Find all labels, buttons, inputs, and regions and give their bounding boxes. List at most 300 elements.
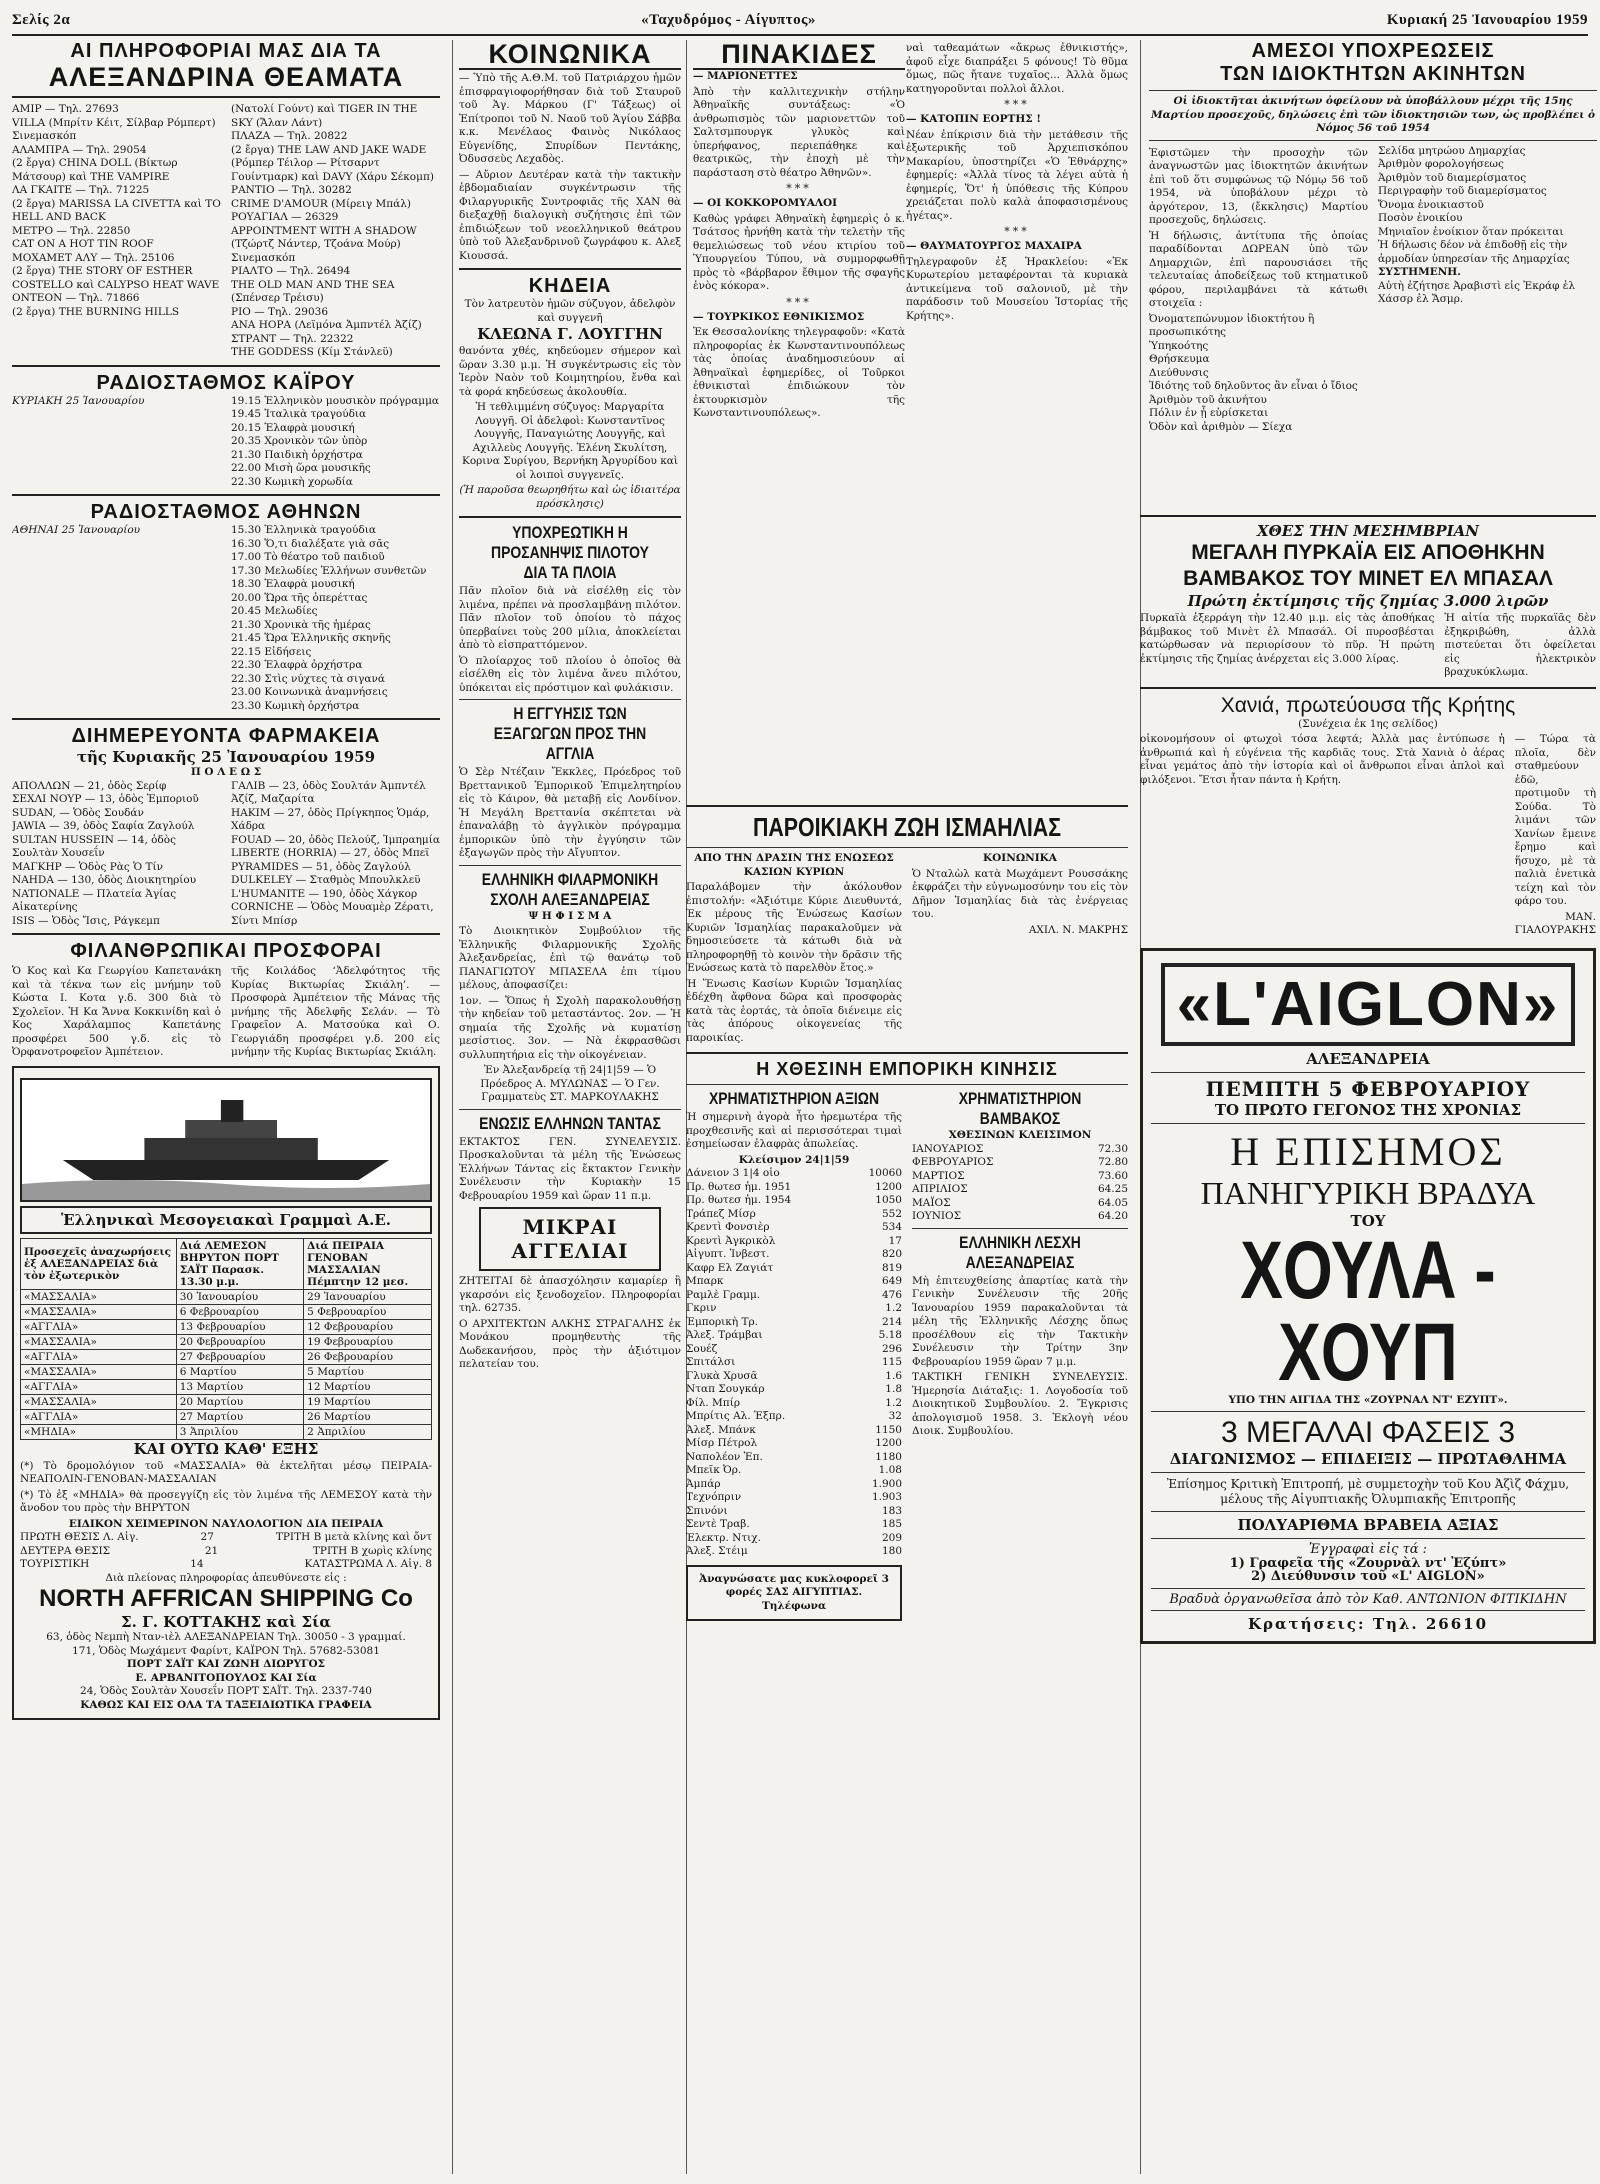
- stock-quote-label: Τράπεζ Μίσρ: [686, 1207, 756, 1220]
- schedule-cell: «ΜΑΣΣΑΛΙΑ»: [21, 1394, 177, 1409]
- radio-cairo-title: ΡΑΔΙΟΣΤΑΘΜΟΣ ΚΑΪΡΟΥ: [96, 371, 356, 394]
- schedule-cell: 19 Φεβρουαρίου: [304, 1334, 432, 1349]
- stock-quotes: [686, 1167, 902, 1559]
- ship-icon: [22, 1080, 430, 1200]
- schedule-row: [21, 1379, 432, 1394]
- ad-tou: ΤΟΥ: [1350, 1211, 1386, 1230]
- stock-quote: [686, 1505, 902, 1519]
- fare-cell: ΤΡΙΤΗ Β μετὰ κλίνης καὶ ὄντ: [275, 1531, 432, 1544]
- stock-quote: [686, 1410, 902, 1424]
- cinema-listings: [12, 103, 440, 360]
- schedule-cell: 5 Φεβρουαρίου: [304, 1304, 432, 1319]
- schedule-cell: 26 Φεβρουαρίου: [304, 1349, 432, 1364]
- stock-quote-value: 180: [881, 1545, 902, 1557]
- stock-quote-value: 1.8: [885, 1383, 902, 1395]
- cinema-entry: ΡΙΟ — Τηλ. 29036: [231, 305, 329, 318]
- chania-headline: Χανιά, πρωτεύουσα τῆς Κρήτης: [1220, 693, 1516, 717]
- shipping-ad: [12, 1066, 440, 1721]
- stock-quote-label: Μίσρ Πέτρολ: [686, 1437, 758, 1449]
- note-1-title: — ΜΑΡΙΟΝΕΤΤΕΣ: [693, 70, 798, 83]
- tax-footer-2: Αὐτὴ ἐζήτησε Ἀραβιστὶ εἰς Ἐκράφ ἐλ Χάσσρ ἐλ Ἄσμρ.: [1378, 279, 1576, 305]
- pilot-headline: ΥΠΟΧΡΕΩΤΙΚΗ Η ΠΡΟΣΑΝΗΨΙΣ ΠΙΛΟΤΟΥ ΔΙΑ ΤΑ ΠΛΟΙΑ: [491, 523, 649, 583]
- note-4-text: Νέαν ἐπίκρισιν διὰ τὴν μετάθεσιν τῆς ἐξωτερικῆς τοῦ Ἀρχιεπισκόπου Μακαρίου, ὑποστηρίζει «Ὁ Ἐθνάρχης» ἐφημερίς: «Ἀλλὰ τίνος τὰ λέγει αὐτὰ ἡ ἐφημερίς, Ὅτ' ἡ ὑπόθεσις τῆς Κύπρου χρειάζεται πολὺ καλὰ ἀποφασισμένους ἡγέτας».: [906, 128, 1128, 222]
- ad-hula-hoop: ΧΟΥΛΑ - ΧΟΥΠ: [1240, 1224, 1496, 1398]
- pharmacy-entry: NATIONALE — Πλατεία Ἀγίας Αἰκατερίνης: [12, 887, 177, 914]
- cinema-entry: VILLA (Μπρίτν Κέιτ, Σίλβαρ Ρόμπερτ) Σινεμασκόπ: [12, 116, 216, 143]
- radio-program: 22.30 Ἐλαφρὰ ὀρχήστρα: [231, 659, 363, 672]
- note-2-text: Καθὼς γράφει Ἀθηναϊκὴ ἐφημερὶς ὁ κ. Τσάτσος ἠρνήθη κατὰ τὴν τελετὴν τῆς θεμελιώσεως τοῦ νέου κτιρίου τοῦ Ὑπουργείου Τύπου, νὰ συμμορφωθῇ πρὸς τὸ «βάρβαρον ἔθιμον τῆς σφαγῆς ἑνὸς κόκορα».: [693, 212, 905, 293]
- column-entertainment: [12, 40, 440, 2174]
- radio-program: 20.35 Χρονικὸν τῶν ὑπὸρ: [231, 435, 368, 448]
- note-2-title: — ΟΙ ΚΟΚΚΟΡΟΜΥΑΛΟΙ: [693, 197, 838, 210]
- tax-field-item: Ὑπηκοότης: [1149, 339, 1209, 352]
- schedule-cell: 3 Ἀπριλίου: [176, 1424, 303, 1439]
- radio-program: 21.45 Ὥρα Ἑλληνικῆς σκηνῆς: [231, 632, 391, 645]
- pharmacy-entry: JAWIA — 39, ὁδὸς Σαφία Ζαγλούλ: [12, 820, 195, 833]
- pharmacy-list-left: [12, 780, 221, 929]
- tax-field-item: Περιγραφὴν τοῦ διαμερίσματος: [1378, 185, 1547, 197]
- stock-quote: [686, 1356, 902, 1370]
- ad-registration-2: 2) Διεύθυνσιν τοῦ «L' AIGLON»: [1251, 1569, 1485, 1584]
- masthead: [12, 6, 1588, 36]
- radio-program: 22.30 Κωμικὴ χορωδία: [231, 475, 353, 488]
- agents-address-5: 24, Ὁδὸς Σουλτὰν Χουσεΐν ΠΟΡΤ ΣΑΪΤ. Τηλ. 2337-740: [80, 1685, 372, 1698]
- tax-field-item: Ποσὸν ἐνοικίου: [1378, 212, 1463, 224]
- fare-cell: ΚΑΤΑΣΤΡΩΜΑ Λ. Αἰγ. 8: [304, 1558, 432, 1571]
- pharmacy-entry: DULKELEY — Σταθμὸς Μπουλκλεϋ: [231, 874, 421, 887]
- schedule-row: [21, 1424, 432, 1439]
- social-item-1: — Ὑπὸ τῆς Α.Θ.Μ. τοῦ Πατριάρχου ἡμῶν ἐπισφραγιοφορήθησαν διὰ τοῦ Σταυροῦ τοῦ Ἁγ. Μάρκου (Γ' Τάξεως) οἱ Ἐπίτροποι τοῦ Ν. Ναοῦ τοῦ Ἁγίου Σάββα κ.κ. Μενέλαος Φαινὸς Νικόλαος Εὐγενίδης, Σπυρίδων Πεντάκης, Ὀδυσσεὺς Λεχαδὸς.: [459, 72, 681, 166]
- schedule-cell: 2 Ἀπριλίου: [304, 1424, 432, 1439]
- stock-quote-label: Ἀλεξ. Τράμβαι: [686, 1329, 763, 1341]
- column-notes-continued: ναὶ ταθεαμάτων «ἄκρως ἐθνικιστής», ἀφοῦ εἶχε διαπράξει 5 φόνους! Τὸ θῦμα ὅμως, πῶς ἤτανε τυχαῖος... Ἀλλὰ ὅμως κατηγοροῦνται πολλοὶ ἄλλοι. *** — ΚΑΤΟΠΙΝ ΕΟΡΤΗΣ ! Νέαν ἐπίκρισιν διὰ τὴν μετάθεσιν τῆς ἐξωτερικῆς τοῦ Ἀρχιεπισκόπου Μακαρίου, ὑποστηρίζει «Ὁ Ἐθνάρχης» ἐφημερίς: «Ἀλλὰ τίνος τὰ λέγει αὐτὰ ἡ ἐφημερίς, Ὅτ' ἡ ὑπόθεσις τῆς Κύπρου χρειάζεται πολὺ καλὰ ἀποφασισμένους ἡγέτας». *** — ΘΑΥΜΑΤΟΥΡΓΟΣ ΜΑΧΑΙΡΑ Τηλεγραφοῦν ἐξ Ἡρακλείου: «Ἐκ Κυρωτερίου μεταφέρονται τὰ κυριακὰ ἀντικείμενα τοῦ σαλονιοῦ, μὲ τὴν παράδοσιν τοῦ Μουσείου Ἱστορίας τῆς Κρήτης».: [906, 42, 1128, 322]
- cotton-quote-label: ΙΟΥΝΙΟΣ: [912, 1210, 962, 1222]
- schedule-cell: 13 Φεβρουαρίου: [176, 1319, 303, 1334]
- fare-cell: 27: [200, 1531, 214, 1544]
- radio-program: 20.15 Ἐλαφρὰ μουσική: [231, 421, 355, 434]
- stock-quote: [686, 1248, 902, 1262]
- tax-title-line1: ΑΜΕΣΟΙ ΥΠΟΧΡΕΩΣΕΙΣ: [1251, 40, 1495, 62]
- stock-quote-value: 1.2: [885, 1302, 902, 1314]
- column-social: [452, 40, 681, 2174]
- stock-quote-value: 17: [888, 1234, 902, 1247]
- stock-quote: [686, 1518, 902, 1532]
- radio-program: 19.45 Ἰταλικὰ τραγούδια: [231, 408, 367, 421]
- cinema-entry: (2 ἔργα) CHINA DOLL (Βίκτωρ Μάτσουρ) καὶ THE VAMPIRE: [12, 157, 178, 183]
- cotton-quote-value: 72.30: [1097, 1142, 1128, 1155]
- stock-quote-value: 476: [881, 1288, 902, 1301]
- stock-quote-label: Ἑλεκτρ. Ντιχ.: [686, 1531, 761, 1544]
- pharmacy-entry: SULTAN HUSSEIN — 14, ὁδὸς Σουλτὰν Χουσεΐν: [12, 833, 176, 860]
- ad-heading-2: ΠΑΝΗΓΥΡΙΚΗ ΒΡΑΔΥΑ: [1200, 1174, 1536, 1211]
- stock-quote-value: 183: [881, 1504, 902, 1517]
- tax-field-item: Ἀριθμὸν τοῦ ἀκινήτου: [1149, 393, 1267, 406]
- stock-quote: [686, 1275, 902, 1289]
- schedule-cell: «ΜΑΣΣΑΛΙΑ»: [21, 1304, 177, 1319]
- stock-quote: [686, 1316, 902, 1330]
- radio-program: 17.00 Τὸ θέατρο τοῦ παιδιοῦ: [231, 551, 385, 564]
- stock-quote-value: 534: [881, 1221, 902, 1233]
- pharmacy-entry: ΜΑΓΚΗΡ — Ὁδὸς Ρὰς Ὁ Τίν: [12, 860, 163, 873]
- note-3-text: Ἐκ Θεσσαλονίκης τηλεγραφοῦν: «Κατὰ πληροφορίας ἐκ Κωνσταντινουπόλεως τὰς ὁποίας ἀναδημοσιεύουν αἱ Ἀθηναϊκαὶ ἐφημερίδες, οἱ Τοῦρκοι ἐθνικισταὶ ἐπιδιώκουν τὸν ἐκτουρκισμὸν τῆς Κωνσταντινουπόλεως».: [693, 326, 905, 420]
- cotton-quote: [912, 1210, 1128, 1224]
- agents-address-3: ΠΟΡΤ ΣΑΪΤ ΚΑΙ ΖΩΝΗ ΔΙΩΡΥΓΟΣ: [126, 1658, 326, 1671]
- radio-program: 19.15 Ἑλληνικὸν μουσικὸν πρόγραμμα: [231, 394, 440, 407]
- stock-quote-value: 649: [881, 1275, 902, 1287]
- cotton-quote: [912, 1183, 1128, 1197]
- stock-quote-value: 5.18: [878, 1329, 902, 1341]
- tax-field-item: Ὄνομα ἐνοικιαστοῦ: [1378, 198, 1484, 211]
- schedule-cell: 13 Μαρτίου: [176, 1379, 303, 1394]
- ad-jury: Ἐπίσημος Κριτικὴ Ἐπιτροπή, μὲ συμμετοχὴν τοῦ Κου Ἀζὶζ Φάχμυ, μέλους τῆς Αἰγυπτιακῆς Ὀλυμπιακῆς Ἐπιτροπῆς: [1166, 1477, 1570, 1506]
- ad-phases-list: ΔΙΑΓΩΝΙΣΜΟΣ — ΕΠΙΔΕΙΞΙΣ — ΠΡΩΤΑΘΛΗΜΑ: [1169, 1450, 1567, 1468]
- stock-quote: [686, 1437, 902, 1451]
- tax-field-item: Σελίδα μητρώου Δημαρχίας: [1378, 144, 1526, 157]
- stock-quote-label: Κρεντὶ Ἀγκρικὸλ: [686, 1234, 776, 1247]
- cinema-entry: ΣΤΡΑΝΤ — Τηλ. 22322: [231, 332, 354, 345]
- stock-quote-value: 1200: [875, 1437, 902, 1449]
- fire-subheadline: Πρώτη ἐκτίμησις τῆς ζημίας 3.000 λιρῶν: [1187, 592, 1549, 610]
- tanta-headline: ΕΝΩΣΙΣ ΕΛΛΗΝΩΝ ΤΑΝΤΑΣ: [479, 1113, 661, 1133]
- stock-quote-label: Μπεῖκ Ὀρ.: [686, 1464, 742, 1476]
- cinema-entry: (2 ἔργα) THE STORY OF ESTHER COSTELLO καὶ CALYPSO HEAT WAVE: [12, 265, 220, 291]
- pilot-text-1: Πᾶν πλοῖον διὰ νὰ εἰσέλθῃ εἰς τὸν λιμένα, πρέπει νὰ προσλαμβάνῃ πιλότον. Πᾶν πλοῖον τοῦ ὁποίου τὸ πάχος ὑπερβαίνει τοὺς 200 μίλια, ἀποκλείεται ἀπὸ τὸ εἰσπραττόμενον.: [459, 585, 681, 652]
- tax-field-item: Ἀριθμὸν τοῦ διαμερίσματος: [1378, 171, 1527, 184]
- schedule-cell: 12 Φεβρουαρίου: [304, 1319, 432, 1334]
- pharmacy-entry: ISIS — Ὁδὸς Ἴσις, Ράγκεμπ: [12, 914, 160, 927]
- schedule-cell: «ΑΓΓΛΙΑ»: [21, 1379, 177, 1394]
- schedule-cell: «ΑΓΓΛΙΑ»: [21, 1319, 177, 1334]
- agents-address-2: 171, Ὁδὸς Μωχάμεντ Φαρίντ, ΚΑΪΡΟΝ Τηλ. 57682-53081: [72, 1644, 380, 1657]
- cinema-list-right: [231, 103, 440, 360]
- stock-quote-label: Ἐμπορικὴ Τρ.: [686, 1315, 758, 1328]
- stock-quote: [686, 1208, 902, 1222]
- cotton-quote: [912, 1156, 1128, 1170]
- fare-cell: 14: [190, 1558, 204, 1571]
- club-text-1: Μὴ ἐπιτευχθείσης ἀπαρτίας κατὰ τὴν Γενικὴν Συνέλευσιν τῆς 20ῆς Ἰανουαρίου 1959 παρακαλοῦνται τὰ μέλη τῆς Ἑλληνικῆς Λέσχης ὅπως προσέλθουν εἰς τὴν Τακτικὴν Συνέλευσιν τὴν Τρίτην 3ην Φεβρουαρίου 1959 ὥραν 7 μ.μ.: [912, 1274, 1128, 1368]
- stock-quote-label: Δάνειον 3 1|4 οἱο: [686, 1167, 780, 1179]
- schedule-cell: «ΜΗΔΙΑ»: [21, 1424, 177, 1439]
- donations-title: ΦΙΛΑΝΘΡΩΠΙΚΑΙ ΠΡΟΣΦΟΡΑΙ: [70, 940, 382, 963]
- stock-quote-value: 214: [881, 1315, 902, 1328]
- stock-quote-label: Σπινόνι: [686, 1504, 728, 1517]
- stock-quote-label: Πρ. θωτεσ ἡμ. 1951: [686, 1180, 792, 1193]
- fare-cell: ΤΡΙΤΗ Β χωρὶς κλίνης: [312, 1544, 432, 1557]
- stock-quote-label: Κρεντὶ Φονσιὲρ: [686, 1221, 770, 1233]
- philharmonic-headline: ΕΛΛΗΝΙΚΗ ΦΙΛΑΡΜΟΝΙΚΗ ΣΧΟΛΗ ΑΛΕΞΑΝΔΡΕΙΑΣ: [481, 869, 659, 909]
- agents-name: NORTH AFFRICAN SHIPPING Co: [39, 1585, 413, 1613]
- schedule-cell: 20 Μαρτίου: [176, 1394, 303, 1409]
- issue-date: Κυριακή 25 Ἰανουαρίου 1959: [1386, 11, 1588, 28]
- pilot-text-2: Ὁ πλοίαρχος τοῦ πλοίου ὁ ὁποῖος θὰ εἰσέλθη εἰς τὸν λιμένα ἄνευ πιλότου, ὑπόκειται εἰς πρόστιμον καὶ φυλάκισιν.: [459, 654, 681, 694]
- radio-program: 18.30 Ἐλαφρὰ μουσική: [231, 578, 355, 591]
- pharmacy-entry: ΓΑΛΙΒ — 23, ὁδὸς Σουλτάν Ἀμπντέλ Ἀζίζ, Μαζαρίτα: [231, 779, 426, 806]
- chania-continuation: (Συνέχεια ἐκ 1ης σελίδος): [1298, 717, 1438, 730]
- stock-quote-value: 209: [881, 1531, 902, 1544]
- schedule-header-cell: Προσεχεῖς ἀναχωρήσεις ἐξ ΑΛΕΞΑΝΔΡΕΙΑΣ διὰ τὸν ἐξωτερικὸν: [21, 1238, 177, 1289]
- philharmonic-text-1: Τὸ Διοικητικὸν Συμβούλιον τῆς Ἑλληνικῆς Φιλαρμονικῆς Σχολῆς Ἀλεξανδρείας, ἐπὶ τῷ θανάτῳ τοῦ ΠΑΝΑΓΙΩΤΟΥ ΜΠΑΣΕΛΑ ἐπι τίμου μέλους, ἀποφασίζει:: [459, 925, 681, 992]
- cotton-quote-value: 72.80: [1097, 1156, 1128, 1168]
- cinema-entry: (2 ἔργα) MARISSA LA CIVETTA καὶ TO HELL AND BACK: [12, 197, 221, 224]
- ad-heading-1: Η ΕΠΙΣΗΜΟΣ: [1230, 1128, 1506, 1174]
- schedule-cell: «ΜΑΣΣΑΛΙΑ»: [21, 1334, 177, 1349]
- schedule-cell: 19 Μαρτίου: [304, 1394, 432, 1409]
- pharmacy-entry: LIBERTE (HORRIA) — 27, ὁδὸς Μπεϊ: [231, 847, 430, 860]
- pharmacy-entry: PYRAMIDES — 51, ὁδὸς Ζαγλούλ: [231, 860, 411, 873]
- social-item-2: — Αὔριον Δευτέραν κατὰ τὴν τακτικὴν ἑβδομαδιαίαν συγκέντρωσιν τῆς Φιλαργυρικῆς Συντροφιᾶς τῆς ΧΑΝ θὰ διεξαχθῇ διαλογικὴ συζήτησις ἐπὶ τῶν ἐπιδιώξεων τοῦ νεοελληνικοῦ θεάτρου ὑπὸ τοῦ Ἀλεξανδρινοῦ ζωγράφου κ. Αλεξ Κιουσσά.: [459, 168, 681, 262]
- tax-title-line2: ΤΩΝ ΙΔΙΟΚΤΗΤΩΝ ΑΚΙΝΗΤΩΝ: [1220, 63, 1526, 85]
- stock-quote-label: Γλυκὰ Χρυσᾶ: [686, 1369, 758, 1382]
- stock-quote-value: 819: [881, 1261, 902, 1274]
- radio-program: 21.30 Παιδικὴ ὀρχήστρα: [231, 448, 363, 461]
- cotton-quote-value: 64.05: [1097, 1196, 1128, 1209]
- stock-quote: [686, 1532, 902, 1546]
- schedule-cell: 12 Μαρτίου: [304, 1379, 432, 1394]
- tax-field-item: Μηνιαῖον ἐνοίκιον ὅταν πρόκειται: [1378, 225, 1564, 238]
- note-1-text: Ἀπὸ τὴν καλλιτεχνικὴν στήλην Ἀθηναϊκῆς συντάξεως: «Ὁ ἀνθρωπισμὸς τῶν μαριονεττῶν τοῦ Σαλτσμπουργκ γλυκὸς καὶ ὑπερήφανος, περιεπάθηκε καὶ θεατρικῶς, τὴν ἐποχὴ μὲ τὴν παράσταση στὸ θέατρο Ἀθηνῶν».: [693, 85, 905, 179]
- cotton-quote-value: 64.25: [1097, 1183, 1128, 1195]
- stock-exchange-text: Ἡ σημερινὴ ἀγορὰ ἦτο ἠρεμωτέρα τῆς προχθεσινῆς καὶ αἱ περισσότεραι τιμαὶ ἐσημείωσαν ἐλαφρὰς ἀπωλείας.: [686, 1111, 902, 1150]
- ad-phases: 3 ΜΕΓΑΛΑΙ ΦΑΣΕΙΣ 3: [1220, 1416, 1516, 1449]
- stock-quote: [686, 1478, 902, 1492]
- note-5-text: Τηλεγραφοῦν ἐξ Ἡρακλείου: «Ἐκ Κυρωτερίου μεταφέρονται τὰ κυριακὰ ἀντικείμενα τοῦ σαλονιοῦ, μὲ τὴν παράδοσιν τοῦ Μουσείου Ἱστορίας τῆς Κρήτης».: [906, 255, 1128, 322]
- radio-cairo-schedule: [231, 395, 440, 490]
- columns: [12, 40, 1596, 2174]
- funeral-text: θανόντα χθές, κηδεύομεν σήμερον καὶ ὥραν 3.30 μ.μ. Ἡ συγκέντρωσις εἰς τὸν Ἱερὸν Ναὸν τοῦ Κοιμητηρίου, ἔνθα καὶ τὰ φορά κηδεύσεως ἀκολουθία.: [459, 345, 681, 398]
- cotton-quote: [912, 1197, 1128, 1211]
- radio-athens-date: ΑΘΗΝΑΙ 25 Ἰανουαρίου: [12, 524, 141, 537]
- classifieds-box: [479, 1207, 661, 1271]
- exports-headline: Η ΕΓΓΥΗΣΙΣ ΤΩΝ ΕΞΑΓΩΓΩΝ ΠΡΟΣ ΤΗΝ ΑΓΓΛΙΑ: [493, 704, 647, 764]
- cotton-quote-label: ΜΑΪΟΣ: [912, 1196, 951, 1209]
- note-5-title: — ΘΑΥΜΑΤΟΥΡΓΟΣ ΜΑΧΑΙΡΑ: [906, 240, 1082, 252]
- schedule-cell: 5 Μαρτίου: [304, 1364, 432, 1379]
- schedule-cell: «ΑΓΓΛΙΑ»: [21, 1349, 177, 1364]
- pharmacy-entry: L'HUMANITE — 190, ὁδὸς Χάγκορ: [231, 887, 418, 900]
- fire-text-1: Πυρκαϊὰ ἐξερράγη τὴν 12.40 μ.μ. εἰς τὰς ἀποθήκας βάμβακος τοῦ Μινὲτ ἐλ Μπασάλ. Οἱ πυροσβέσται κατώρθωσαν νὰ περιορίσουν τὸ πῦρ. Ἡ πρώτη ἐκτίμησις τῆς ζημίας ἀνέρχεται εἰς 3.000 λίρας.: [1140, 612, 1435, 665]
- cinema-entry: ΛΑ ΓΚΑΙΤΕ — Τηλ. 71225: [12, 184, 150, 197]
- ismailia-subhead: ΑΠΟ ΤΗΝ ΔΡΑΣΙΝ ΤΗΣ ΕΝΩΣΕΩΣ ΚΑΣΙΩΝ ΚΥΡΙΩΝ: [694, 852, 894, 878]
- fare-cell: ΤΟΥΡΙΣΤΙΚΗ: [20, 1558, 90, 1571]
- tax-subtitle: Οἱ ἰδιοκτῆται ἀκινήτων ὀφείλουν νὰ ὑποβάλλουν μέχρι τῆς 15ης Μαρτίου προσεχοῦς, δηλώσεις ἐπὶ τῶν ἰδιοκτησιῶν των, ὡς προβλέπει ὁ Νόμος 56 τοῦ 1954: [1151, 95, 1595, 134]
- stock-quote-label: Σεντὲ Τραβ.: [686, 1518, 750, 1530]
- cinema-entry: (2 ἔργα) THE LAW AND JAKE WADE (Ρόμπερ Τέιλορ — Ρίτσαρντ Γουίντμαρκ) καὶ DAVY (Χάρυ Σέκομπ): [231, 143, 434, 183]
- cinema-entry: ΑΝΑ ΗΟΡΑ (Λεϊμόνα Ἀμπντέλ Ἀζίζ): [231, 319, 422, 332]
- ship-illustration: [20, 1078, 432, 1202]
- fare-row: [20, 1545, 432, 1559]
- schedule-cell: «ΑΓΓΛΙΑ»: [21, 1409, 177, 1424]
- ad-registration-1: 1) Γραφεῖα τῆς «Ζουρνὰλ ντ' Ἐζύπτ»: [1229, 1555, 1507, 1571]
- stock-quote-value: 820: [881, 1248, 902, 1260]
- tax-field-item: Ὁδὸν καὶ ἀριθμὸν — Σίεχα: [1149, 420, 1293, 433]
- tax-field-item: Ἀριθμὸν φορολογήσεως: [1378, 158, 1504, 170]
- stock-quote: [686, 1235, 902, 1249]
- stock-closing-date: Κλείσιμον 24|1|59: [738, 1153, 850, 1166]
- cotton-closing-title: ΧΘΕΣΙΝΩΝ ΚΛΕΙΣΙΜΟΝ: [948, 1129, 1092, 1141]
- note-1-continued: ναὶ ταθεαμάτων «ἄκρως ἐθνικιστής», ἀφοῦ εἶχε διαπράξει 5 φόνους! Τὸ θῦμα ὅμως, πῶς ἤτανε τυχαῖος... Ἀλλὰ ὅμως κατηγοροῦνται πολλοὶ ἄλλοι.: [906, 42, 1128, 95]
- cinema-entry: ΡΙΑΛΤΟ — Τηλ. 26494: [231, 265, 351, 278]
- ad-event-tagline: ΤΟ ΠΡΩΤΟ ΓΕΓΟΝΟΣ ΤΗΣ ΧΡΟΝΙΑΣ: [1214, 1100, 1522, 1119]
- cinema-list-left: [12, 103, 221, 360]
- pharmacy-entry: CORNICHE — Ὁδὸς Μουαμὲρ Ζέρατι, Σίντι Μπίσρ: [231, 901, 434, 927]
- note-4-title: — ΚΑΤΟΠΙΝ ΕΟΡΤΗΣ !: [906, 113, 1041, 125]
- stock-quote-value: 552: [881, 1207, 902, 1220]
- ad-venue: «L'AIGLON»: [1161, 963, 1575, 1046]
- schedule-row: [21, 1364, 432, 1379]
- stock-quote: [686, 1167, 902, 1181]
- stock-quote: [686, 1181, 902, 1195]
- radio-program: 21.30 Χρονικὰ τῆς ἡμέρας: [231, 618, 371, 631]
- stock-quote: [686, 1289, 902, 1303]
- stock-quote-label: Ἀμπάρ: [686, 1477, 721, 1490]
- stock-quote: [686, 1545, 902, 1559]
- cinema-entry: CRIME D'AMOUR (Μίρειγ Μπάλ): [231, 197, 411, 210]
- fare-row: [20, 1531, 432, 1545]
- ad-prizes: ΠΟΛΥΑΡΙΘΜΑ ΒΡΑΒΕΙΑ ΑΞΙΑΣ: [1237, 1516, 1499, 1534]
- funeral-note: (Ἡ παροῦσα θεωρηθήτω καὶ ὡς ἰδιαιτέρα πρόσκλησις): [459, 484, 681, 510]
- radio-program: 23.00 Κοινωνικὰ ἀναμνήσεις: [231, 686, 388, 699]
- classified-2: Ο ΑΡΧΙΤΕΚΤΩΝ ΑΛΚΗΣ ΣΤΡΑΓΑΛΗΣ ἐκ Μονάκου προμηθευτὴς τῆς Δωδεκανήσου, πρὸς τὴν ἀξιότιμον πελατείαν του.: [459, 1317, 681, 1371]
- stock-quote-value: 1150: [875, 1423, 902, 1436]
- ismailia-text-2: Ἡ Ἕνωσις Κασίων Κυριῶν Ἰσμαηλίας ἐδέχθη ἄφθονα δῶρα καὶ προσφορὰς κατὰ τὰς ἑορτάς, τὰ ὁποῖα διένειμε εἰς τὰς ἀπόρους οἰκογενείας τῆς παροικίας.: [686, 977, 902, 1044]
- funeral-title: ΚΗΔΕΙΑ: [528, 275, 612, 298]
- shipping-line-banner: Ἑλληνικαὶ Μεσογειακαὶ Γραμμαὶ Α.Ε.: [20, 1206, 432, 1234]
- schedule-row: [21, 1289, 432, 1304]
- radio-program: 20.00 Ὥρα τῆς ὀπερέττας: [231, 591, 368, 604]
- stock-quote-label: Ναπολέον Ἐπ.: [686, 1450, 763, 1463]
- pharmacy-entry: HAKIM — 27, ὁδὸς Πρίγκηπος Ὁμάρ, Χάδρα: [231, 806, 430, 833]
- classified-1: ΖΗΤΕΙΤΑΙ δὲ ἀπασχόλησιν καμαρίερ ἢ γκαρσόνι εἰς ξενοδοχεῖον. Πληροφορίαι τηλ. 62735.: [459, 1275, 681, 1315]
- cinema-entry: ΜΕΤΡΟ — Τηλ. 22850: [12, 224, 131, 237]
- schedule-row: [21, 1304, 432, 1319]
- cinema-entry: ΡΟΥΑΓΙΑΛ — 26329: [231, 211, 339, 224]
- ismailia-social-title: ΚΟΙΝΩΝΙΚΑ: [983, 852, 1057, 864]
- stock-quote-value: 1.08: [878, 1464, 902, 1476]
- tax-field-item: Ἰδιότης τοῦ δηλοῦντος ἂν εἶναι ὁ ἴδιος: [1149, 380, 1358, 392]
- fares-list: [20, 1531, 432, 1572]
- cinema-entry: APPOINTMENT WITH A SHADOW (Τζώρτζ Νάντερ, Τζοάνα Μούρ) Σινεμασκόπ: [231, 224, 417, 264]
- cinema-entry: ΜΟΧΑΜΕΤ ΑΛΥ — Τηλ. 25106: [12, 251, 175, 264]
- ismailia-headline: ΠΑΡΟΙΚΙΑΚΗ ΖΩΗ ΙΣΜΑΗΛΙΑΣ: [752, 812, 1061, 842]
- radio-program: 15.30 Ἑλληνικὰ τραγούδια: [231, 524, 376, 537]
- tax-field-item: Διεύθυνσις: [1149, 366, 1209, 379]
- cinema-entry: ΡΑΝΤΙΟ — Τηλ. 30282: [231, 184, 352, 197]
- column-notes: ΠΙΝΑΚΙΔΕΣ — ΜΑΡΙΟΝΕΤΤΕΣ Ἀπὸ τὴν καλλιτεχνικὴν στήλην Ἀθηναϊκῆς συντάξεως: «Ὁ ἀνθρωπισμὸς τῶν μαριονεττῶν τοῦ Σαλτσμπουργκ γλυκὸς καὶ ὑπερήφανος, περιεπάθηκε καὶ θεατρικῶς, τὴν ἐποχὴ μὲ τὴν παράσταση στὸ θέατρο Ἀθηνῶν». *** — ΟΙ ΚΟΚΚΟΡΟΜΥΑΛΟΙ Καθὼς γράφει Ἀθηναϊκὴ ἐφημερὶς ὁ κ. Τσάτσος ἠρνήθη κατὰ τὴν τελετὴν τῆς θεμελιώσεως τοῦ νέου κτιρίου τοῦ Ὑπουργείου Τύπου, νὰ συμμορφωθῇ πρὸς τὸ «βάρβαρον ἔθιμον τῆς σφαγῆς ἑνὸς κόκορα». *** — ΤΟΥΡΚΙΚΟΣ ΕΘΝΙΚΙΣΜΟΣ Ἐκ Θεσσαλονίκης τηλεγραφοῦν: «Κατὰ πληροφορίας ἐκ Κωνσταντινουπόλεως τὰς ὁποίας ἀναδημοσιεύουν αἱ Ἀθηναϊκαὶ ἐφημερίδες, οἱ Τοῦρκοι ἐθνικισταὶ ἐπιδιώκουν τὸν ἐκτουρκισμὸν τῆς Κωνσταντινουπόλεως».: [686, 40, 905, 2174]
- ismailia-section: [686, 800, 1128, 1621]
- pharmacy-entry: ΣΕΧΛΙ ΝΟΥΡ — 13, ὁδὸς Ἐμποριοῦ: [12, 793, 199, 806]
- cinema-entry: ΠΛΑΖΑ — Τηλ. 20822: [231, 130, 348, 143]
- schedule-cell: 29 Ἰανουαρίου: [304, 1289, 432, 1304]
- stock-quote-label: Ἀλεξ. Μπάνκ: [686, 1423, 756, 1436]
- cinema-entry: ΑΛΑΜΠΡΑ — Τηλ. 29054: [12, 143, 147, 156]
- ad-date: ΠΕΜΠΤΗ 5 ΦΕΒΡΟΥΑΡΙΟΥ: [1205, 1076, 1531, 1101]
- fare-cell: 21: [204, 1544, 219, 1557]
- tax-field-item: Πόλιν ἐν ᾗ εὑρίσκεται: [1149, 407, 1269, 419]
- cinema-entry: THE OLD MAN AND THE SEA (Σπένσερ Τρέισυ): [231, 278, 395, 305]
- radio-athens-title: ΡΑΔΙΟΣΤΑΘΜΟΣ ΑΘΗΝΩΝ: [90, 501, 362, 524]
- stock-quote: [686, 1262, 902, 1276]
- ismailia-social-text: Ὁ Νταλὼλ κατὰ Μωχάμεντ Ρουσσάκης ἐκφράζει τὴν εὐγνωμοσύνην του εἰς τὸν Δῆμον Ἰσμαηλίας διὰ τὰς ἐνέργειας του.: [912, 867, 1128, 920]
- cinema-entry: (2 ἔργα) THE BURNING HILLS: [12, 305, 180, 318]
- stock-exchange-title: ΧΡΗΜΑΤΙΣΤΗΡΙΟΝ ΑΞΙΩΝ: [708, 1089, 880, 1108]
- cinema-entry: ΑΜΙΡ — Τηλ. 27693: [12, 103, 119, 116]
- ad-city: ΑΛΕΞΑΝΔΡΕΙΑ: [1306, 1049, 1430, 1068]
- stock-quote: [686, 1424, 902, 1438]
- radio-program: 23.30 Κωμικὴ ὀρχήστρα: [231, 699, 360, 712]
- stock-quote-value: 296: [881, 1342, 902, 1355]
- schedule-cell: «ΜΑΣΣΑΛΙΑ»: [21, 1364, 177, 1379]
- agents-sub: Σ. Γ. ΚΟΤΤΑΚΗΣ καὶ Σία: [121, 1613, 331, 1632]
- schedule-cell: 20 Φεβρουαρίου: [176, 1334, 303, 1349]
- pharmacies-date: τῆς Κυριακῆς 25 Ἰανουαρίου 1959: [76, 748, 376, 767]
- cinema-entry: CAT ON A HOT TIN ROOF: [12, 238, 154, 251]
- notes-title: ΠΙΝΑΚΙΔΕΣ: [693, 40, 905, 70]
- club-text-2: ΤΑΚΤΙΚΗ ΓΕΝΙΚΗ ΣΥΝΕΛΕΥΣΙΣ. Ἡμερησία Διάταξις: 1. Λογοδοσία τοῦ Διοικητικοῦ Συμβουλίου. 2. Ἔγκρισις ἀπολογισμοῦ 1958. 3. Ἐκλογὴ νέου Διοικ. Συμβουλίου.: [912, 1371, 1128, 1437]
- tax-text-2: Ἡ δήλωσις, ἀντίτυπα τῆς ὁποίας παραδίδονται ΔΩΡΕΑΝ ὑπὸ τῶν Δημαρχιῶν, ἐπὶ παρουσιάσει τῆς τελευταίας ἀποδείξεως τοῦ κτηματικοῦ φόρου, περιλαμβάνει τὰ κάτωθι στοιχεῖα :: [1149, 229, 1368, 309]
- ad-booking-phone: Κρατήσεις: Τηλ. 26610: [1247, 1615, 1489, 1633]
- pharmacies-title: ΔΙΗΜΕΡΕΥΟΝΤΑ ΦΑΡΜΑΚΕΙΑ: [71, 725, 381, 748]
- tax-field-item: Θρήσκευμα: [1149, 353, 1210, 365]
- social-title: ΚΟΙΝΩΝΙΚΑ: [459, 40, 681, 70]
- schedule-row: [21, 1349, 432, 1364]
- stock-quote: [686, 1464, 902, 1478]
- ad-patronage: ΥΠΟ ΤΗΝ ΑΙΓΙΔΑ ΤΗΣ «ΖΟΥΡΝΑΛ ΝΤ' ΕΖΥΠΤ».: [1228, 1393, 1508, 1406]
- chania-signature: ΜΑΝ. ΓΙΑΛΟΥΡΑΚΗΣ: [1514, 910, 1596, 936]
- schedule-cell: 26 Μαρτίου: [304, 1409, 432, 1424]
- newspaper-title: «Ταχυδρόμος - Αίγυπτος»: [641, 11, 816, 28]
- fare-cell: ΔΕΥΤΕΡΑ ΘΕΣΙΣ: [20, 1544, 111, 1557]
- page-number: Σελίς 2α: [12, 11, 71, 28]
- cotton-exchange-title: ΧΡΗΜΑΤΙΣΤΗΡΙΟΝ ΒΑΜΒΑΚΟΣ: [958, 1089, 1082, 1128]
- schedule-row: [21, 1394, 432, 1409]
- schedule-cell: «ΜΑΣΣΑΛΙΑ»: [21, 1289, 177, 1304]
- schedule-row: [21, 1319, 432, 1334]
- schedule-note-1: (*) Τὸ δρομολόγιον τοῦ «ΜΑΣΣΑΛΙΑ» θὰ ἐκτελῆται μέσῳ ΠΕΙΡΑΙΑ-ΝΕΑΠΟΛΙΝ-ΓΕΝΟΒΑΝ-ΜΑΣΣΑΛΙΑΝ: [20, 1459, 432, 1486]
- agents-address-1: 63, ὁδὸς Νεμπὴ Νταν-ιὲλ ΑΛΕΞΑΝΔΡΕΙΑΝ Τηλ. 30050 - 3 γραμμαί.: [46, 1631, 406, 1644]
- funeral-mourners: Ἡ τεθλιμμένη σύζυγος: Μαργαρίτα Λουγγῆ. Οἱ ἀδελφοὶ: Κωνσταντῖνος Λουγγῆς, Παναγιώτης Λουγγῆς, καὶ Αχιλλεὺς Λουγγῆς. Ἑλένη Σκυλίτση, Κορινα Συρίγου, Βερνήκη Ἀργυρίδου καὶ οἱ λοιποὶ συγγενεῖς.: [461, 401, 679, 481]
- schedule-cell: 30 Ἰανουαρίου: [176, 1289, 303, 1304]
- cotton-quote-label: ΜΑΡΤΙΟΣ: [912, 1169, 965, 1182]
- note-3-title: — ΤΟΥΡΚΙΚΟΣ ΕΘΝΙΚΙΣΜΟΣ: [693, 310, 865, 323]
- stock-quote-label: Μπρίτις Αλ. Ἐξπρ.: [686, 1410, 786, 1422]
- stock-quote-label: Ἀλεξ. Στέιμ: [686, 1545, 748, 1557]
- cotton-quote-label: ΦΕΒΡΟΥΑΡΙΟΣ: [912, 1156, 994, 1168]
- stock-quote: [686, 1194, 902, 1208]
- cotton-quote-label: ΙΑΝΟΥΑΡΙΟΣ: [912, 1142, 984, 1155]
- stock-quote: [686, 1397, 902, 1411]
- stock-quote: [686, 1383, 902, 1397]
- stock-quote: [686, 1370, 902, 1384]
- stock-quote-value: 1200: [875, 1180, 902, 1193]
- club-headline: ΕΛΛΗΝΙΚΗ ΛΕΣΧΗ ΑΛΕΞΑΝΔΡΕΙΑΣ: [959, 1232, 1081, 1272]
- stock-quote: [686, 1302, 902, 1316]
- tax-field-item: Ἡ δήλωσις δέον νὰ ἐπιδοθῇ εἰς τὴν ἀρμοδίαν ὑπηρεσίαν τῆς Δημαρχίας: [1378, 239, 1570, 265]
- stock-quote-label: Σουέζ: [686, 1342, 718, 1355]
- reader-notice-text: Ἀναγνώσατε μας κυκλοφορεῖ 3 φορές ΣΑΣ ΑΙΓΥΠΤΙΑΣ. Τηλέφωνα: [699, 1572, 889, 1612]
- cinema-title-line1: ΑΙ ΠΛΗΡΟΦΟΡΙΑΙ ΜΑΣ ΔΙΑ ΤΑ: [70, 40, 382, 62]
- commerce-headline: Η ΧΘΕΣΙΝΗ ΕΜΠΟΡΙΚΗ ΚΙΝΗΣΙΣ: [756, 1059, 1058, 1079]
- reader-notice: [686, 1565, 902, 1622]
- cinema-entry: ΟΝΤΕΟΝ — Τηλ. 71866: [12, 292, 140, 305]
- stock-quote-value: 1.900: [871, 1477, 902, 1490]
- fire-kicker: ΧΘΕΣ ΤΗΝ ΜΕΣΗΜΒΡΙΑΝ: [1257, 522, 1479, 540]
- cotton-quote-value: 64.20: [1097, 1210, 1128, 1222]
- chania-text-1: οἰκονομήσουν οἱ φτωχοὶ τόσα λεφτά; Ἀλλὰ μας ἐντύπωσε ἡ ἀνθρωπιά καὶ ἡ εὐγένεια τῆς καρδιᾶς τους. Στὰ Χανιὰ ὁ ἀέρας εἶναι γεμάτος ἀπὸ τὴν ἱστορία καὶ οἱ ἄνθρωποι εἶναι ἁπλοὶ καὶ φιλόξενοι. Ἔτσι ἦταν πάντα ἡ Κρήτη.: [1140, 733, 1505, 786]
- stock-quote-value: 1.2: [885, 1396, 902, 1409]
- stock-quote-label: Αἰγυπτ. Ἰνβεστ.: [686, 1248, 770, 1260]
- ismailia-signature: ΑΧΙΛ. Ν. ΜΑΚΡΗΣ: [1028, 923, 1128, 936]
- pharmacies-city-label: Π Ο Λ Ε Ω Σ: [190, 766, 262, 779]
